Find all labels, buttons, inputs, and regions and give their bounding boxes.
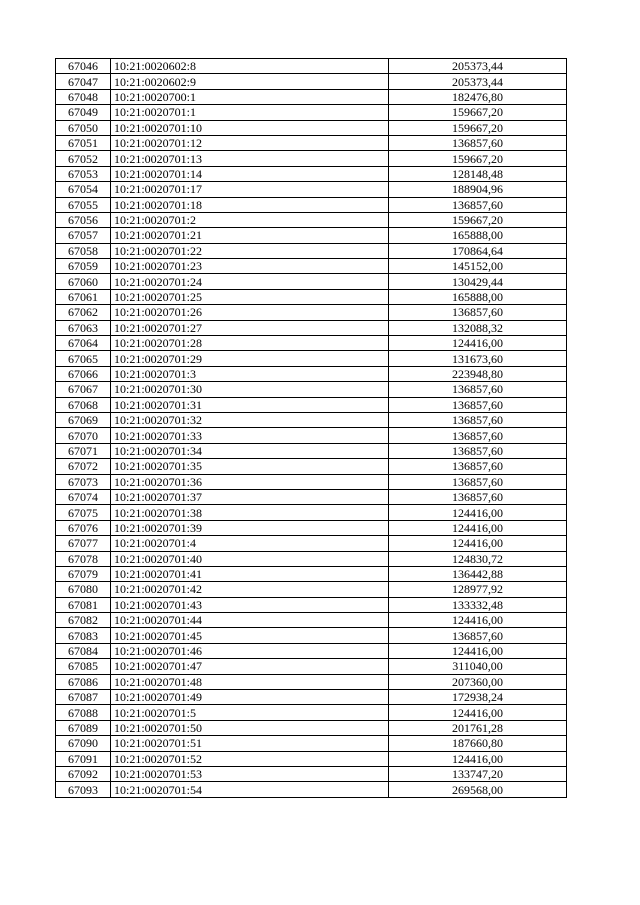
row-number-cell: 67093 xyxy=(56,782,111,797)
table-row xyxy=(56,135,567,150)
table-row xyxy=(56,120,567,135)
cadastral-number-cell: 10:21:0020701:18 xyxy=(111,197,389,212)
table-row xyxy=(56,351,567,366)
table-row xyxy=(56,705,567,720)
table-row xyxy=(56,428,567,443)
value-cell: 159667,20 xyxy=(389,120,567,135)
value-cell: 205373,44 xyxy=(389,59,567,74)
table-row xyxy=(56,736,567,751)
value-cell: 159667,20 xyxy=(389,212,567,227)
table-row xyxy=(56,520,567,535)
value-cell: 136857,60 xyxy=(389,628,567,643)
row-number-cell: 67076 xyxy=(56,520,111,535)
table-row xyxy=(56,505,567,520)
value-cell: 131673,60 xyxy=(389,351,567,366)
cadastral-value-table xyxy=(55,58,567,798)
table-row xyxy=(56,259,567,274)
value-cell: 145152,00 xyxy=(389,259,567,274)
value-cell: 188904,96 xyxy=(389,182,567,197)
table-row xyxy=(56,366,567,381)
row-number-cell: 67090 xyxy=(56,736,111,751)
cadastral-number-cell: 10:21:0020700:1 xyxy=(111,89,389,104)
cadastral-number-cell: 10:21:0020701:28 xyxy=(111,336,389,351)
row-number-cell: 67048 xyxy=(56,89,111,104)
cadastral-number-cell: 10:21:0020701:35 xyxy=(111,459,389,474)
row-number-cell: 67092 xyxy=(56,766,111,781)
value-cell: 124416,00 xyxy=(389,751,567,766)
table-row xyxy=(56,613,567,628)
row-number-cell: 67088 xyxy=(56,705,111,720)
value-cell: 170864,64 xyxy=(389,243,567,258)
row-number-cell: 67087 xyxy=(56,690,111,705)
row-number-cell: 67058 xyxy=(56,243,111,258)
cadastral-number-cell: 10:21:0020701:42 xyxy=(111,582,389,597)
cadastral-number-cell: 10:21:0020701:21 xyxy=(111,228,389,243)
row-number-cell: 67068 xyxy=(56,397,111,412)
value-cell: 130429,44 xyxy=(389,274,567,289)
table-row xyxy=(56,597,567,612)
table-row xyxy=(56,489,567,504)
table-row xyxy=(56,289,567,304)
table-row xyxy=(56,274,567,289)
table-row xyxy=(56,643,567,658)
cadastral-number-cell: 10:21:0020701:30 xyxy=(111,382,389,397)
value-cell: 165888,00 xyxy=(389,289,567,304)
cadastral-number-cell: 10:21:0020602:9 xyxy=(111,74,389,89)
table-row xyxy=(56,474,567,489)
row-number-cell: 67046 xyxy=(56,59,111,74)
cadastral-number-cell: 10:21:0020701:27 xyxy=(111,320,389,335)
row-number-cell: 67055 xyxy=(56,197,111,212)
cadastral-number-cell: 10:21:0020602:8 xyxy=(111,59,389,74)
value-cell: 136857,60 xyxy=(389,459,567,474)
cadastral-number-cell: 10:21:0020701:4 xyxy=(111,536,389,551)
row-number-cell: 67049 xyxy=(56,105,111,120)
cadastral-number-cell: 10:21:0020701:37 xyxy=(111,489,389,504)
row-number-cell: 67078 xyxy=(56,551,111,566)
value-cell: 136442,88 xyxy=(389,566,567,581)
value-cell: 124416,00 xyxy=(389,536,567,551)
value-cell: 201761,28 xyxy=(389,720,567,735)
cadastral-number-cell: 10:21:0020701:43 xyxy=(111,597,389,612)
row-number-cell: 67064 xyxy=(56,336,111,351)
cadastral-number-cell: 10:21:0020701:26 xyxy=(111,305,389,320)
cadastral-number-cell: 10:21:0020701:39 xyxy=(111,520,389,535)
value-cell: 223948,80 xyxy=(389,366,567,381)
table-row xyxy=(56,397,567,412)
cadastral-number-cell: 10:21:0020701:46 xyxy=(111,643,389,658)
table-row xyxy=(56,197,567,212)
cadastral-number-cell: 10:21:0020701:24 xyxy=(111,274,389,289)
row-number-cell: 67084 xyxy=(56,643,111,658)
value-cell: 128148,48 xyxy=(389,166,567,181)
cadastral-number-cell: 10:21:0020701:1 xyxy=(111,105,389,120)
table-row xyxy=(56,674,567,689)
table-row xyxy=(56,751,567,766)
table-row xyxy=(56,720,567,735)
row-number-cell: 67061 xyxy=(56,289,111,304)
cadastral-number-cell: 10:21:0020701:51 xyxy=(111,736,389,751)
table-row xyxy=(56,151,567,166)
value-cell: 311040,00 xyxy=(389,659,567,674)
row-number-cell: 67079 xyxy=(56,566,111,581)
table-row xyxy=(56,89,567,104)
row-number-cell: 67072 xyxy=(56,459,111,474)
value-cell: 124416,00 xyxy=(389,520,567,535)
table-row xyxy=(56,582,567,597)
cadastral-number-cell: 10:21:0020701:50 xyxy=(111,720,389,735)
cadastral-number-cell: 10:21:0020701:49 xyxy=(111,690,389,705)
value-cell: 136857,60 xyxy=(389,397,567,412)
value-cell: 124416,00 xyxy=(389,505,567,520)
table-row xyxy=(56,628,567,643)
table-row xyxy=(56,382,567,397)
table-row xyxy=(56,74,567,89)
cadastral-number-cell: 10:21:0020701:13 xyxy=(111,151,389,166)
value-cell: 124416,00 xyxy=(389,613,567,628)
cadastral-number-cell: 10:21:0020701:45 xyxy=(111,628,389,643)
value-cell: 124416,00 xyxy=(389,643,567,658)
table-row xyxy=(56,59,567,74)
row-number-cell: 67073 xyxy=(56,474,111,489)
value-cell: 136857,60 xyxy=(389,489,567,504)
value-cell: 136857,60 xyxy=(389,197,567,212)
row-number-cell: 67047 xyxy=(56,74,111,89)
row-number-cell: 67050 xyxy=(56,120,111,135)
cadastral-number-cell: 10:21:0020701:44 xyxy=(111,613,389,628)
table-row xyxy=(56,182,567,197)
value-cell: 207360,00 xyxy=(389,674,567,689)
value-cell: 182476,80 xyxy=(389,89,567,104)
table-row xyxy=(56,243,567,258)
row-number-cell: 67070 xyxy=(56,428,111,443)
row-number-cell: 67081 xyxy=(56,597,111,612)
row-number-cell: 67085 xyxy=(56,659,111,674)
cadastral-number-cell: 10:21:0020701:38 xyxy=(111,505,389,520)
row-number-cell: 67077 xyxy=(56,536,111,551)
value-cell: 124416,00 xyxy=(389,705,567,720)
cadastral-number-cell: 10:21:0020701:10 xyxy=(111,120,389,135)
row-number-cell: 67054 xyxy=(56,182,111,197)
cadastral-number-cell: 10:21:0020701:53 xyxy=(111,766,389,781)
cadastral-number-cell: 10:21:0020701:54 xyxy=(111,782,389,797)
table-row xyxy=(56,766,567,781)
value-cell: 165888,00 xyxy=(389,228,567,243)
cadastral-number-cell: 10:21:0020701:29 xyxy=(111,351,389,366)
table-row xyxy=(56,566,567,581)
row-number-cell: 67069 xyxy=(56,412,111,427)
value-cell: 136857,60 xyxy=(389,443,567,458)
table-row xyxy=(56,459,567,474)
cadastral-number-cell: 10:21:0020701:23 xyxy=(111,259,389,274)
value-cell: 159667,20 xyxy=(389,105,567,120)
cadastral-number-cell: 10:21:0020701:2 xyxy=(111,212,389,227)
cadastral-number-cell: 10:21:0020701:12 xyxy=(111,135,389,150)
row-number-cell: 67060 xyxy=(56,274,111,289)
table-row xyxy=(56,228,567,243)
cadastral-number-cell: 10:21:0020701:31 xyxy=(111,397,389,412)
cadastral-number-cell: 10:21:0020701:52 xyxy=(111,751,389,766)
value-cell: 124830,72 xyxy=(389,551,567,566)
row-number-cell: 67051 xyxy=(56,135,111,150)
value-cell: 132088,32 xyxy=(389,320,567,335)
cadastral-number-cell: 10:21:0020701:25 xyxy=(111,289,389,304)
cadastral-number-cell: 10:21:0020701:40 xyxy=(111,551,389,566)
table-row xyxy=(56,536,567,551)
table-row xyxy=(56,782,567,797)
value-cell: 269568,00 xyxy=(389,782,567,797)
table-row xyxy=(56,659,567,674)
cadastral-number-cell: 10:21:0020701:47 xyxy=(111,659,389,674)
table-row xyxy=(56,336,567,351)
table-row xyxy=(56,166,567,181)
cadastral-number-cell: 10:21:0020701:32 xyxy=(111,412,389,427)
row-number-cell: 67089 xyxy=(56,720,111,735)
value-cell: 172938,24 xyxy=(389,690,567,705)
table-row xyxy=(56,305,567,320)
cadastral-number-cell: 10:21:0020701:36 xyxy=(111,474,389,489)
value-cell: 159667,20 xyxy=(389,151,567,166)
cadastral-number-cell: 10:21:0020701:3 xyxy=(111,366,389,381)
row-number-cell: 67075 xyxy=(56,505,111,520)
cadastral-number-cell: 10:21:0020701:14 xyxy=(111,166,389,181)
row-number-cell: 67063 xyxy=(56,320,111,335)
value-cell: 136857,60 xyxy=(389,382,567,397)
row-number-cell: 67071 xyxy=(56,443,111,458)
value-cell: 136857,60 xyxy=(389,135,567,150)
value-cell: 133332,48 xyxy=(389,597,567,612)
row-number-cell: 67062 xyxy=(56,305,111,320)
row-number-cell: 67066 xyxy=(56,366,111,381)
row-number-cell: 67057 xyxy=(56,228,111,243)
value-cell: 124416,00 xyxy=(389,336,567,351)
row-number-cell: 67065 xyxy=(56,351,111,366)
table-row xyxy=(56,443,567,458)
value-cell: 136857,60 xyxy=(389,305,567,320)
cadastral-number-cell: 10:21:0020701:17 xyxy=(111,182,389,197)
cadastral-number-cell: 10:21:0020701:33 xyxy=(111,428,389,443)
table-row xyxy=(56,412,567,427)
value-cell: 136857,60 xyxy=(389,474,567,489)
value-cell: 136857,60 xyxy=(389,428,567,443)
row-number-cell: 67074 xyxy=(56,489,111,504)
table-row xyxy=(56,690,567,705)
cadastral-number-cell: 10:21:0020701:5 xyxy=(111,705,389,720)
value-cell: 205373,44 xyxy=(389,74,567,89)
table-body xyxy=(56,59,567,798)
cadastral-number-cell: 10:21:0020701:48 xyxy=(111,674,389,689)
cadastral-number-cell: 10:21:0020701:22 xyxy=(111,243,389,258)
row-number-cell: 67052 xyxy=(56,151,111,166)
table-row xyxy=(56,105,567,120)
row-number-cell: 67083 xyxy=(56,628,111,643)
table-row xyxy=(56,212,567,227)
row-number-cell: 67059 xyxy=(56,259,111,274)
row-number-cell: 67053 xyxy=(56,166,111,181)
row-number-cell: 67091 xyxy=(56,751,111,766)
row-number-cell: 67056 xyxy=(56,212,111,227)
value-cell: 133747,20 xyxy=(389,766,567,781)
row-number-cell: 67067 xyxy=(56,382,111,397)
value-cell: 187660,80 xyxy=(389,736,567,751)
value-cell: 128977,92 xyxy=(389,582,567,597)
row-number-cell: 67082 xyxy=(56,613,111,628)
row-number-cell: 67080 xyxy=(56,582,111,597)
table-row xyxy=(56,551,567,566)
value-cell: 136857,60 xyxy=(389,412,567,427)
cadastral-number-cell: 10:21:0020701:41 xyxy=(111,566,389,581)
table-row xyxy=(56,320,567,335)
cadastral-number-cell: 10:21:0020701:34 xyxy=(111,443,389,458)
row-number-cell: 67086 xyxy=(56,674,111,689)
